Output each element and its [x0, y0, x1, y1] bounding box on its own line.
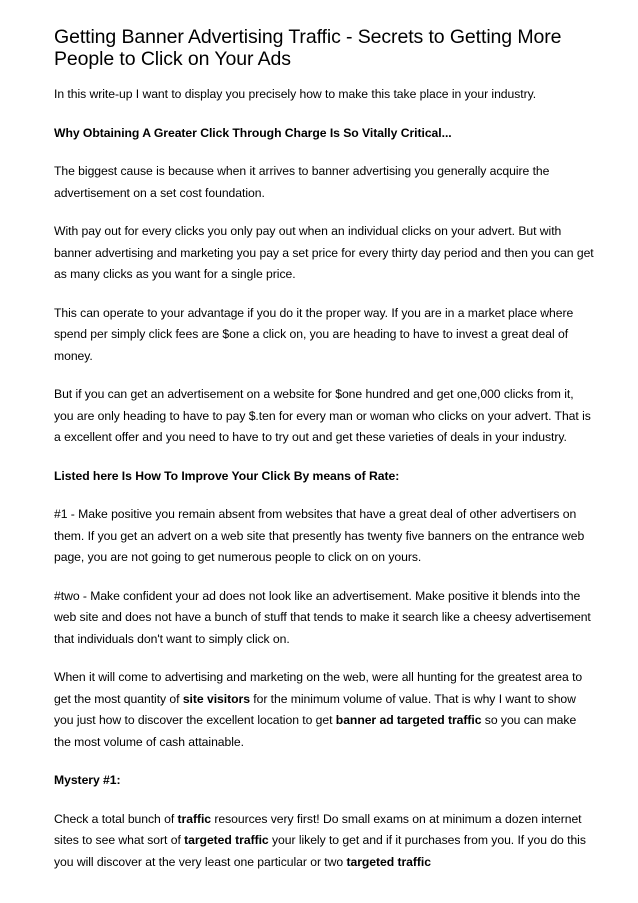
paragraph-check-traffic: [54, 809, 594, 874]
paragraph-biggest-cause: The biggest cause is because when it arrives to banner advertising you generally acquire the advertisement on a set cost foundation.: [54, 164, 550, 200]
paragraph-deals: But if you can get an advertisement on a website for $one hundred and get one,000 clicks from it, you are only heading to have to pay $.ten for every man or woman who clicks on your advert. That is a excellent offer and you need to have to try out and get these varieties of deals in your industry.: [54, 387, 591, 444]
text-run: for the minimum volume of value. That is why I want to show you just how to discover the excellent location to get: [54, 691, 576, 727]
paragraph-pay-per-click: With pay out for every clicks you only pay out when an individual clicks on your advert. But with banner advertising and marketing you pay a set price for every thirty day period and then you can get as many clicks as you want for a single price.: [54, 224, 594, 281]
bold-keyword: banner ad targeted traffic: [335, 713, 482, 727]
text-run: so you can make the most volume of cash attainable.: [54, 713, 577, 749]
text-run: Check a total bunch of: [54, 811, 178, 826]
text-run: resources very first! Do small exams on at minimum a dozen internet sites to see what sort of: [54, 811, 582, 847]
section-heading-click-through: Why Obtaining A Greater Click Through Charge Is So Vitally Critical...: [54, 125, 452, 140]
bold-keyword: targeted traffic: [184, 833, 269, 847]
paragraph-tip-one: #1 - Make positive you remain absent from websites that have a great deal of other advertisers on them. If you get an advert on a web site that presently has twenty five banners on the entrance web page, you are not going to get numerous people to click on on yours.: [54, 507, 585, 564]
document-title: Getting Banner Advertising Traffic - Secrets to Getting More People to Click on Your Ads: [54, 26, 562, 70]
paragraph-advertising-online: [54, 667, 594, 753]
paragraph-advantage: This can operate to your advantage if you do it the proper way. If you are in a market place where spend per simply click fees are $one a click on, you are heading to have to invest a great deal of money.: [54, 305, 574, 363]
text-run: When it will come to advertising and marketing on the web, were all hunting for the greatest area to get the most quantity of: [54, 670, 583, 706]
bold-keyword: site visitors: [182, 691, 250, 706]
intro-paragraph: In this write-up I want to display you precisely how to make this take place in your industry.: [54, 87, 537, 101]
text-run: your likely to get and if it purchases from you. If you do this you will discover at the very least one particular or two: [54, 833, 586, 869]
document-page: [54, 26, 594, 890]
paragraph-tip-two: #two - Make confident your ad does not look like an advertisement. Make positive it blends into the web site and does not have a bunch of stuff that tends to make it search like a cheesy advertisement that individuals don't want to simply click on.: [54, 588, 591, 646]
bold-keyword: targeted traffic: [346, 854, 431, 869]
bold-keyword: traffic: [177, 811, 212, 826]
section-heading-improve-rate: Listed here Is How To Improve Your Click By means of Rate:: [54, 468, 400, 483]
section-heading-mystery-one: Mystery #1:: [54, 773, 121, 787]
